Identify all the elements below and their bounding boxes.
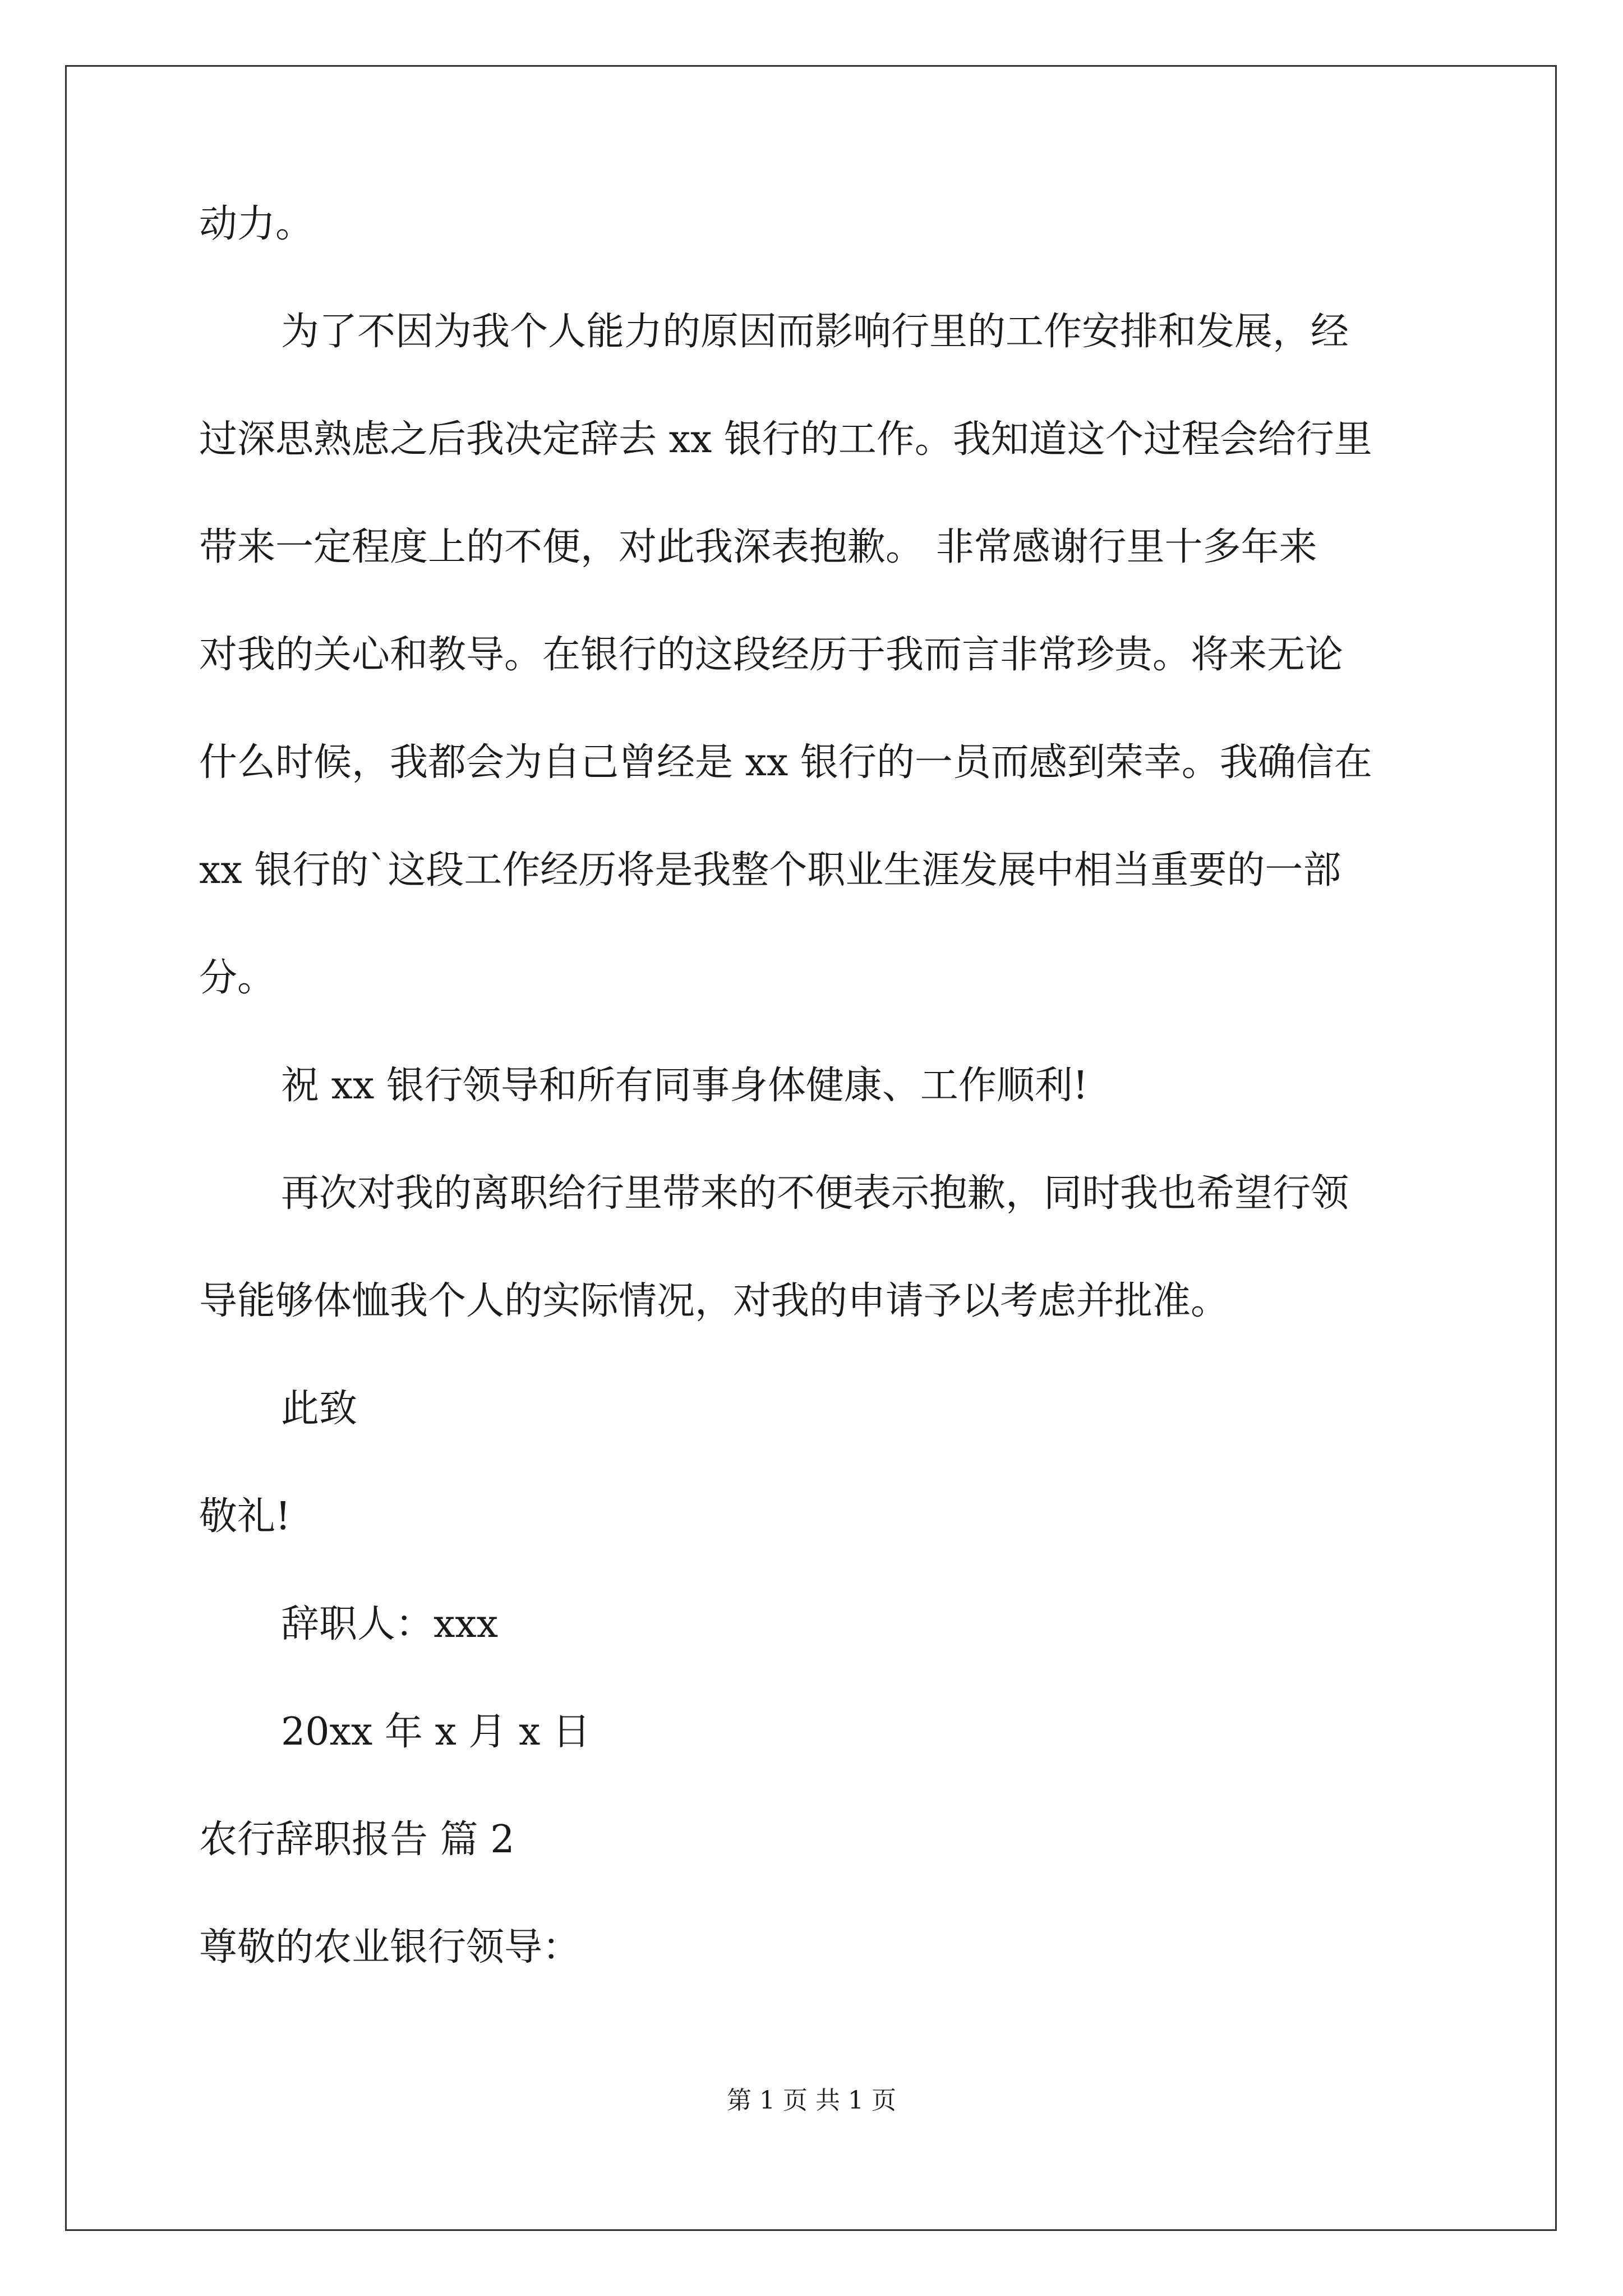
date-line: 20xx 年 x 月 x 日 bbox=[281, 1710, 591, 1754]
text-line: 为了不因为我个人能力的原因而影响行里的工作安排和发展，经 bbox=[281, 310, 1349, 354]
text-line: 带来一定程度上的不便，对此我深表抱歉。 非常感谢行里十多年来 bbox=[199, 525, 1317, 569]
text-line: 过深思熟虑之后我决定辞去 xx 银行的工作。我知道这个过程会给行里 bbox=[199, 417, 1372, 462]
text-line: 分。 bbox=[199, 956, 276, 1000]
text-line: 动力。 bbox=[199, 202, 314, 246]
page-footer: 第 1 页 共 1 页 bbox=[727, 2086, 896, 2115]
text-line: 导能够体恤我个人的实际情况，对我的申请予以考虑并批准。 bbox=[199, 1279, 1229, 1323]
section-heading: 农行辞职报告 篇 2 bbox=[199, 1818, 515, 1862]
text-line: 再次对我的离职给行里带来的不便表示抱歉，同时我也希望行领 bbox=[281, 1171, 1349, 1216]
text-line: 祝 xx 银行领导和所有同事身体健康、工作顺利! bbox=[281, 1064, 1089, 1108]
signature-line: 辞职人：xxx bbox=[281, 1602, 499, 1646]
page-border bbox=[65, 65, 1557, 2231]
closing-regards: 敬礼! bbox=[199, 1494, 291, 1539]
text-line: xx 银行的`这段工作经历将是我整个职业生涯发展中相当重要的一部 bbox=[199, 848, 1341, 892]
greeting-line: 尊敬的农业银行领导： bbox=[199, 1925, 581, 1970]
text-line: 对我的关心和教导。在银行的这段经历于我而言非常珍贵。将来无论 bbox=[199, 633, 1344, 677]
closing-salutation: 此致 bbox=[281, 1387, 358, 1431]
text-line: 什么时候，我都会为自己曾经是 xx 银行的一员而感到荣幸。我确信在 bbox=[199, 740, 1372, 785]
